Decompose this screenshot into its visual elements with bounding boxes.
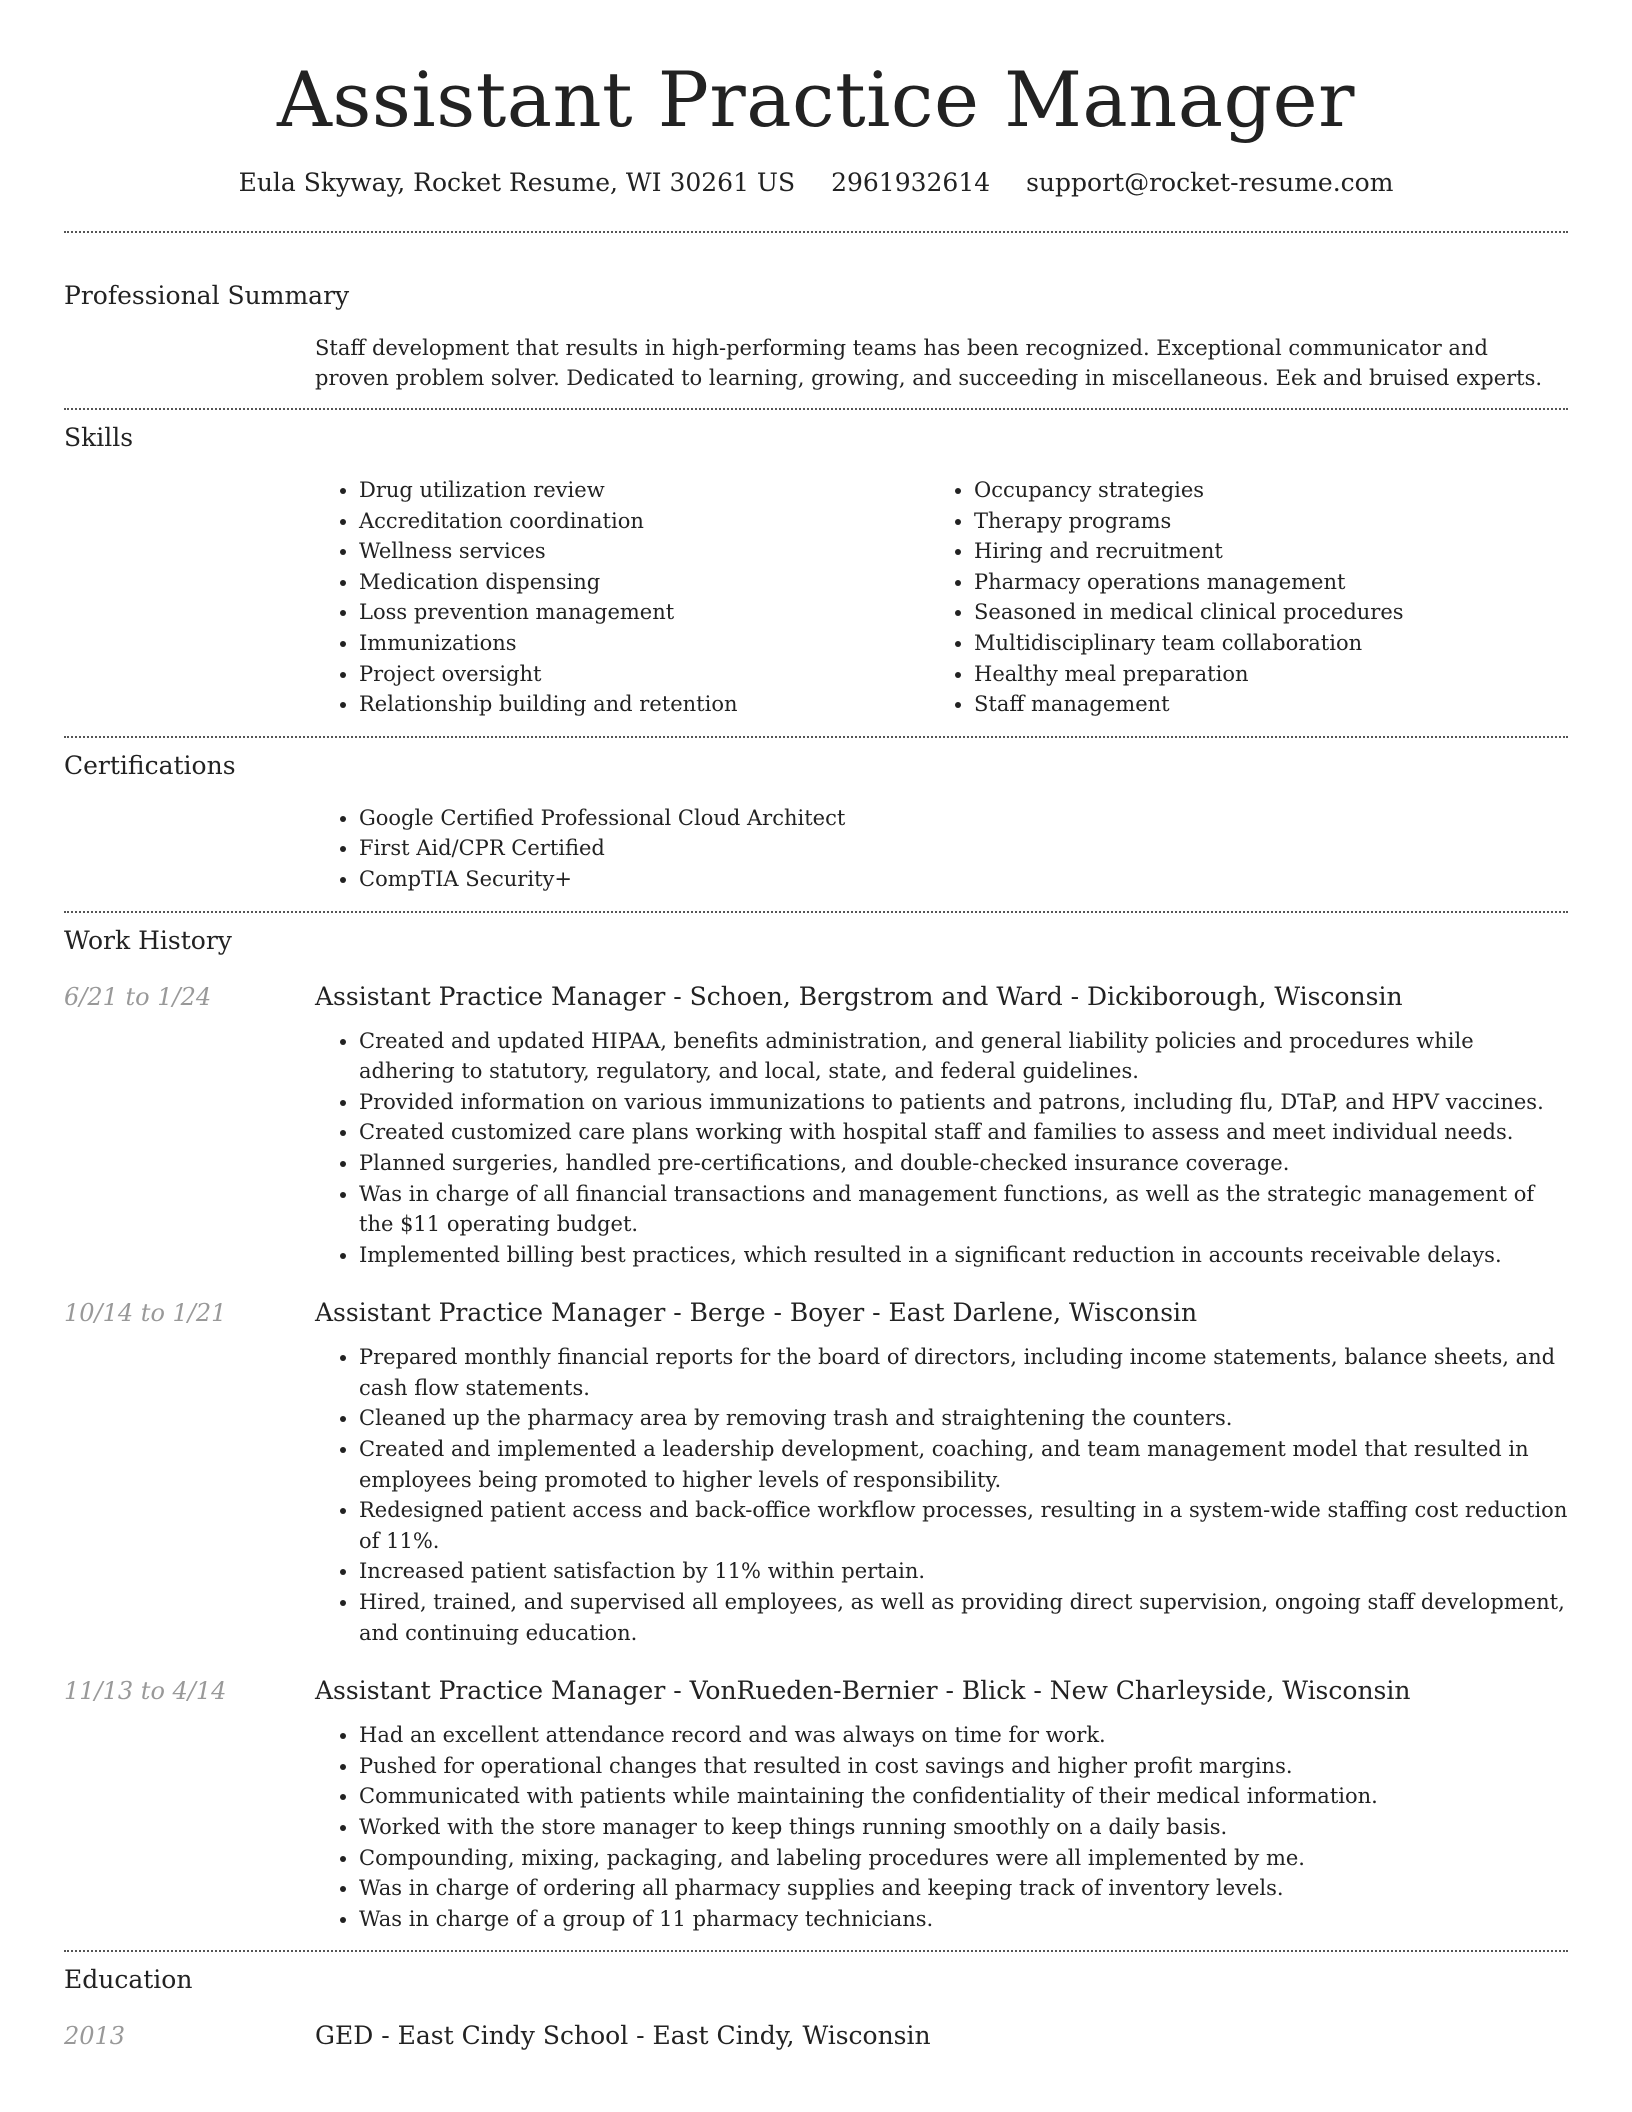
certifications-heading: Certifications	[64, 750, 236, 780]
skills-heading: Skills	[64, 423, 134, 452]
skill-item: • Staff management	[974, 689, 1545, 720]
certification-item: • CompTIA Security+	[359, 864, 1568, 895]
job-bullet: • Was in charge of a group of 11 pharmacy technicians.	[359, 1904, 1568, 1935]
skills-list-left	[315, 475, 930, 720]
job-bullet: • Worked with the store manager to keep things running smoothly on a daily basis.	[359, 1812, 1568, 1843]
job-bullet: • Planned surgeries, handled pre-certifications, and double-checked insurance coverage.	[359, 1148, 1568, 1179]
skills-list-right	[930, 475, 1545, 720]
job-bullet: • Redesigned patient access and back-office workflow processes, resulting in a system-wide staffing cost reduction of 11%.	[359, 1495, 1568, 1556]
contact-email: support@rocket-resume.com	[1026, 168, 1394, 197]
skill-item: • Hiring and recruitment	[974, 536, 1545, 567]
job-bullet: • Compounding, mixing, packaging, and labeling procedures were all implemented by me.	[359, 1843, 1568, 1874]
job-bullet: • Created and implemented a leadership development, coaching, and team management model that resulted in employees being promoted to higher levels of responsibility.	[359, 1434, 1568, 1495]
contact-address: Eula Skyway, Rocket Resume, WI 30261 US	[238, 168, 796, 197]
job-entry	[64, 1296, 1568, 1648]
job-entry	[64, 1674, 1568, 1934]
certification-item: • Google Certified Professional Cloud Architect	[359, 803, 1568, 834]
skill-item: • Loss prevention management	[359, 597, 930, 628]
job-bullet: • Was in charge of ordering all pharmacy supplies and keeping track of inventory levels.	[359, 1873, 1568, 1904]
skill-item: • Seasoned in medical clinical procedures	[974, 597, 1545, 628]
skill-item: • Multidisciplinary team collaboration	[974, 628, 1545, 659]
job-bullet: • Created customized care plans working with hospital staff and families to assess and meet individual needs.	[359, 1117, 1568, 1148]
skill-item: • Relationship building and retention	[359, 689, 930, 720]
contact-line	[64, 166, 1568, 200]
job-bullet: • Was in charge of all financial transactions and management functions, as well as the strategic management of the $11 operating budget.	[359, 1179, 1568, 1240]
skill-item: • Accreditation coordination	[359, 506, 930, 537]
contact-phone: 2961932614	[831, 168, 991, 197]
job-dates: 6/21 to 1/24	[64, 982, 212, 1011]
job-bullet: • Implemented billing best practices, which resulted in a significant reduction in accounts receivable delays.	[359, 1240, 1568, 1271]
job-entry	[64, 980, 1568, 1271]
resume-page	[64, 0, 1568, 2053]
summary-section	[64, 233, 1568, 393]
skill-item: • Pharmacy operations management	[974, 567, 1545, 598]
job-bullet: • Increased patient satisfaction by 11% within pertain.	[359, 1556, 1568, 1587]
skills-section	[64, 410, 1568, 720]
education-date: 2013	[64, 2022, 126, 2051]
summary-heading: Professional Summary	[64, 281, 350, 310]
job-title: Assistant Practice Manager - Schoen, Bergstrom and Ward - Dickiborough, Wisconsin	[315, 981, 1403, 1011]
job-bullets	[315, 1026, 1568, 1271]
resume-title: Assistant Practice Manager	[277, 55, 1355, 144]
job-bullet: • Provided information on various immunizations to patients and patrons, including flu, DTaP, and HPV vaccines.	[359, 1087, 1568, 1118]
job-bullets	[315, 1720, 1568, 1934]
job-bullet: • Had an excellent attendance record and was always on time for work.	[359, 1720, 1568, 1751]
job-dates: 11/13 to 4/14	[64, 1677, 227, 1706]
work-history-section	[64, 913, 1568, 1935]
education-heading: Education	[64, 1965, 193, 1995]
job-bullet: • Prepared monthly financial reports for the board of directors, including income statements, balance sheets, and cash flow statements.	[359, 1342, 1568, 1403]
job-bullet: • Cleaned up the pharmacy area by removing trash and straightening the counters.	[359, 1403, 1568, 1434]
education-title: GED - East Cindy School - East Cindy, Wisconsin	[315, 2021, 931, 2051]
skill-item: • Wellness services	[359, 536, 930, 567]
skill-item: • Therapy programs	[974, 506, 1545, 537]
skill-item: • Immunizations	[359, 628, 930, 659]
skill-item: • Drug utilization review	[359, 475, 930, 506]
job-title: Assistant Practice Manager - Berge - Boyer - East Darlene, Wisconsin	[315, 1298, 1198, 1328]
skill-item: • Project oversight	[359, 659, 930, 690]
job-bullet: • Pushed for operational changes that resulted in cost savings and higher profit margins.	[359, 1751, 1568, 1782]
education-section	[64, 1952, 1568, 2053]
job-bullet: • Created and updated HIPAA, benefits administration, and general liability policies and procedures while adhering to statutory, regulatory, and local, state, and federal guidelines.	[359, 1026, 1568, 1087]
certifications-section	[64, 738, 1568, 895]
skill-item: • Healthy meal preparation	[974, 659, 1545, 690]
job-dates: 10/14 to 1/21	[64, 1299, 227, 1328]
skill-item: • Occupancy strategies	[974, 475, 1545, 506]
certification-item: • First Aid/CPR Certified	[359, 833, 1568, 864]
certifications-list	[315, 803, 1568, 895]
skill-item: • Medication dispensing	[359, 567, 930, 598]
education-entry	[64, 2019, 1568, 2053]
work-history-heading: Work History	[64, 925, 232, 955]
job-title: Assistant Practice Manager - VonRueden-Bernier - Blick - New Charleyside, Wisconsin	[315, 1676, 1411, 1706]
job-bullets	[315, 1342, 1568, 1648]
summary-text: Staff development that results in high-performing teams has been recognized. Exceptional communicator and proven problem solver. Dedicated to learning, growing, and succeeding in miscellaneous. Eek and bruised experts.	[315, 336, 1543, 390]
job-bullet: • Hired, trained, and supervised all employees, as well as providing direct supervision, ongoing staff development, and continuing education.	[359, 1587, 1568, 1648]
job-bullet: • Communicated with patients while maintaining the confidentiality of their medical information.	[359, 1781, 1568, 1812]
